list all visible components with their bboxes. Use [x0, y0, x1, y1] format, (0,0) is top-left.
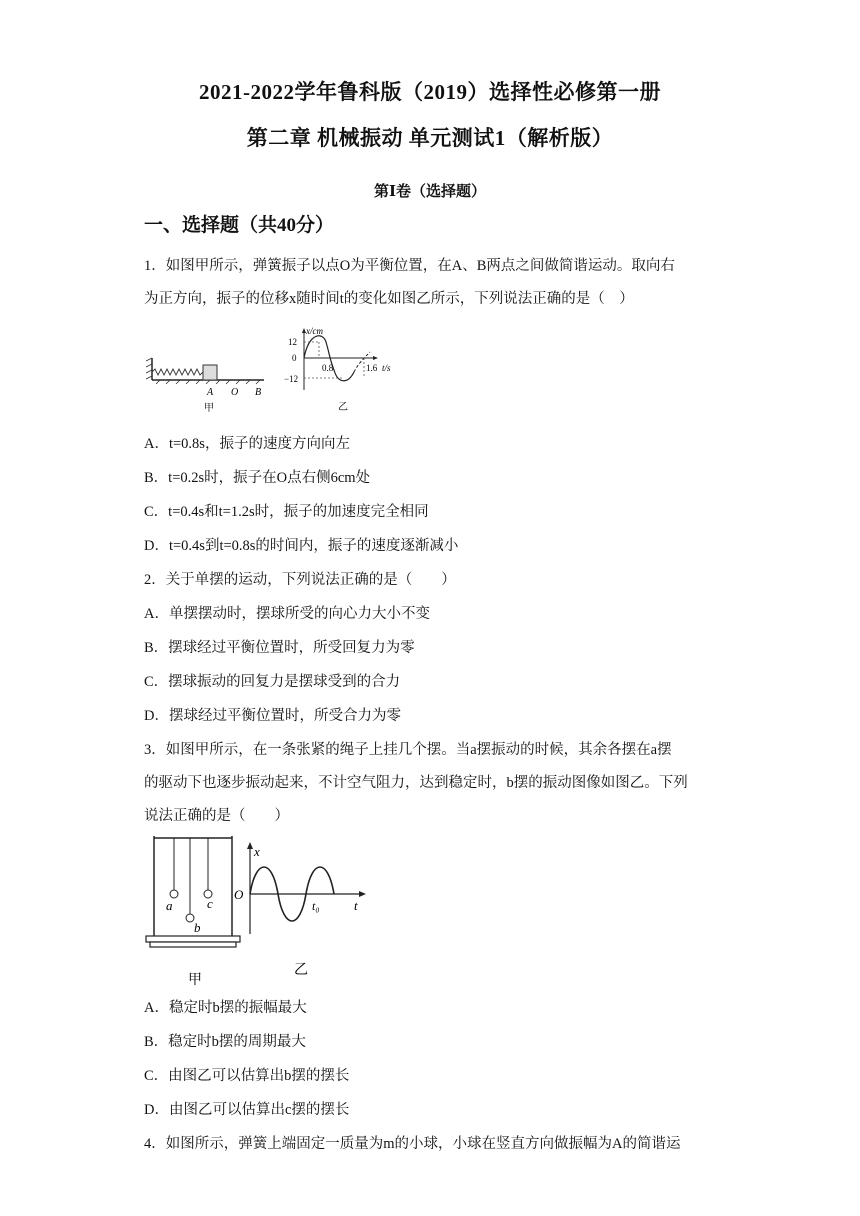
figure-caption-jia: 甲	[204, 403, 214, 414]
q1-stem-line1: 1．如图甲所示，弹簧振子以点O为平衡位置，在A、B两点之间做简谐运动。取向右	[144, 258, 675, 274]
graph-t-label: t	[354, 898, 358, 913]
q3-stem-line2: 的驱动下也逐步振动起来，不计空气阻力，达到稳定时，b摆的振动图像如图乙。下列	[144, 775, 688, 791]
y-tick-top: 12	[288, 337, 297, 347]
figure-caption-jia: 甲	[188, 973, 202, 988]
q2-option-a: A．单摆摆动时，摆球所受的向心力大小不变	[144, 606, 430, 622]
pendulum-b-label: b	[194, 920, 201, 935]
point-b-label: B	[255, 387, 262, 398]
document-title-line2: 第二章 机械振动 单元测试1（解析版）	[246, 126, 614, 150]
q3-option-a: A．稳定时b摆的振幅最大	[144, 1000, 307, 1016]
q3-option-b: B．稳定时b摆的周期最大	[144, 1034, 306, 1050]
q1-option-d: D．t=0.4s到t=0.8s的时间内，振子的速度逐渐减小	[144, 538, 459, 554]
graph-x-label: x	[254, 844, 260, 859]
t-axis-label: t/s	[382, 363, 391, 373]
pendulum-c-label: c	[207, 896, 213, 911]
q1-displacement-time-graph	[278, 326, 402, 414]
q3-vibration-graph	[230, 838, 370, 980]
q1-stem-line2: 为正方向，振子的位移x随时间t的变化如图乙所示，下列说法正确的是（ ）	[144, 291, 634, 307]
point-o-label: O	[231, 387, 239, 398]
section-heading: 一、选择题（共40分）	[144, 215, 335, 236]
y-tick-bottom: −12	[284, 374, 299, 384]
x-tick-end: 1.6	[366, 363, 378, 373]
q2-stem: 2．关于单摆的运动，下列说法正确的是（ ）	[144, 572, 456, 588]
graph-t0-label: t₀	[312, 899, 320, 913]
x-tick-mid: 0.8	[322, 363, 334, 373]
figure-caption-yi: 乙	[294, 963, 308, 978]
q3-option-d: D．由图乙可以估算出c摆的摆长	[144, 1102, 350, 1118]
q3-stem-line3: 说法正确的是（ ）	[144, 808, 289, 824]
volume-label: 第Ⅰ卷（选择题）	[373, 184, 487, 200]
point-a-label: A	[207, 387, 214, 398]
q3-pendulum-figure	[144, 832, 244, 990]
q1-option-a: A．t=0.8s，振子的速度方向向左	[144, 436, 350, 452]
q2-option-c: C．摆球振动的回复力是摆球受到的合力	[144, 674, 401, 690]
q3-stem-line1: 3．如图甲所示，在一条张紧的绳子上挂几个摆。当a摆振动的时候，其余各摆在a摆	[144, 742, 672, 758]
pendulum-a-label: a	[166, 898, 173, 913]
q2-option-d: D．摆球经过平衡位置时，所受合力为零	[144, 708, 401, 724]
q1-option-b: B．t=0.2s时，振子在O点右侧6cm处	[144, 470, 371, 486]
graph-origin-label: O	[234, 887, 244, 902]
q1-option-c: C．t=0.4s和t=1.2s时，振子的加速度完全相同	[144, 504, 429, 520]
q4-stem-line1: 4．如图所示，弹簧上端固定一质量为m的小球，小球在竖直方向做振幅为A的简谐运	[144, 1136, 681, 1152]
q2-option-b: B．摆球经过平衡位置时，所受回复力为零	[144, 640, 415, 656]
q3-option-c: C．由图乙可以估算出b摆的摆长	[144, 1068, 350, 1084]
q1-spring-oscillator-figure	[146, 348, 276, 416]
x-axis-label: x/cm	[306, 326, 323, 336]
figure-caption-yi: 乙	[338, 402, 348, 413]
document-title-line1: 2021-2022学年鲁科版（2019）选择性必修第一册	[199, 80, 661, 104]
y-tick-zero: 0	[292, 353, 297, 363]
